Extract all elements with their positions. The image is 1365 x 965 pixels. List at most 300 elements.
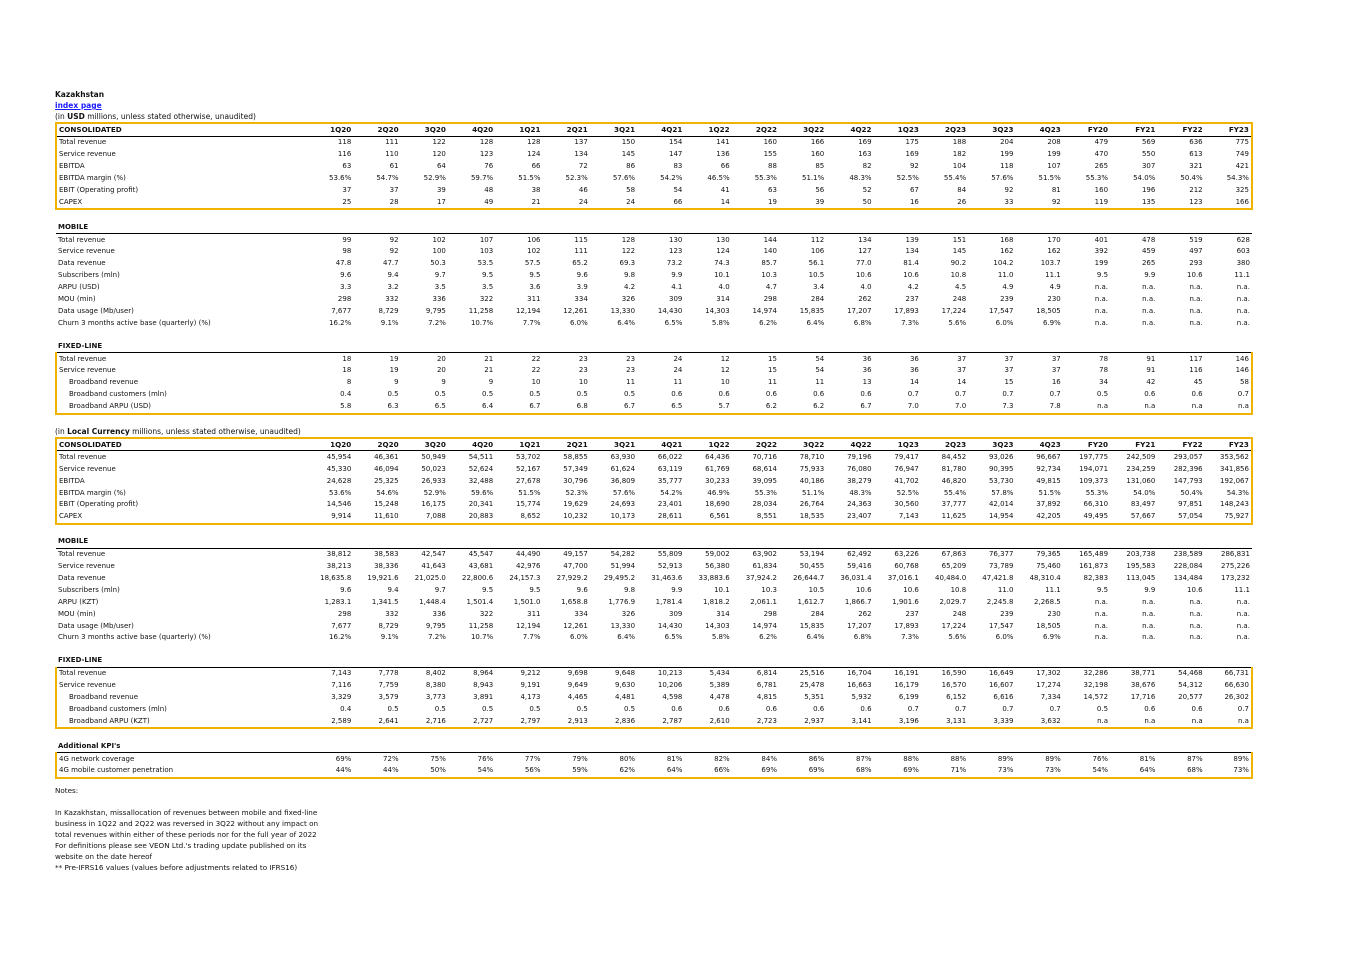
cell-value: 73% [968, 765, 1015, 778]
cell-value: 83,497 [1130, 500, 1156, 509]
cell-value [921, 740, 968, 752]
table-row [56, 475, 1252, 487]
spacer-row [56, 524, 1252, 536]
cell-value: 12,194 [515, 621, 541, 630]
cell-value [732, 340, 779, 352]
cell-value: 9,649 [567, 681, 588, 690]
cell-value: 9,795 [425, 306, 446, 315]
cell-value: 603 [1236, 247, 1250, 256]
row-label: Broadband ARPU (USD) [56, 401, 306, 414]
cell-value: n.a. [1142, 597, 1156, 606]
cell-value: 110 [385, 150, 399, 159]
cell-value: 7,677 [331, 306, 352, 315]
cell-value: 6,814 [756, 669, 777, 678]
spacer-cell [56, 209, 1252, 221]
cell-value: 52.9% [423, 174, 446, 182]
cell-value: 9.6 [576, 585, 588, 594]
section-mobile-header [56, 221, 1252, 233]
cell-value: 8,652 [495, 511, 542, 524]
cell-value: 11.0 [997, 585, 1014, 594]
cell-value [1015, 536, 1062, 548]
cell-value: 72% [383, 754, 399, 763]
cell-value: 28 [353, 196, 400, 209]
cell-value: 56% [495, 765, 542, 778]
cell-value: n.a. [1094, 283, 1109, 292]
cell-value: 50,455 [799, 562, 825, 571]
cell-value: 1,501.0 [513, 597, 541, 606]
cell-value: 5.6% [948, 318, 967, 327]
cell-value: 10 [578, 378, 588, 387]
cell-value [779, 221, 826, 233]
cell-value [306, 221, 353, 233]
cell-value: 293,057 [1173, 452, 1203, 461]
cell-value: 0.6 [860, 704, 872, 713]
row-label: Broadband customers (mln) [56, 389, 306, 401]
cell-value: 199 [1094, 259, 1109, 268]
cell-value: 4Q20 [448, 123, 495, 136]
cell-value: FY21 [1110, 123, 1157, 136]
section-fixed-header [56, 655, 1252, 667]
cell-value [590, 340, 637, 352]
cell-value: 6,152 [946, 692, 967, 701]
table-row [56, 608, 1252, 620]
row-label: Service revenue [58, 247, 115, 256]
cell-value: 11.1 [1045, 271, 1061, 280]
cell-value: 6.2 [732, 401, 779, 414]
cell-value: 9,698 [567, 669, 588, 678]
cell-value: 421 [1205, 161, 1252, 173]
cell-value: 2,716 [401, 715, 448, 728]
cell-value: 124 [527, 150, 541, 159]
note-line: total revenues within either of these periods nor for the full year of 2022 [55, 830, 317, 839]
cell-value: 4Q21 [637, 123, 684, 136]
table-row [56, 703, 1252, 715]
cell-value: 33 [968, 196, 1015, 209]
cell-value [684, 655, 731, 667]
cell-value: 11,258 [468, 621, 494, 630]
cell-value: 80% [619, 754, 636, 763]
cell-value: 4,481 [615, 692, 636, 701]
cell-value: n.a. [1142, 633, 1156, 642]
cell-value: 32,198 [1083, 681, 1109, 690]
table-row [56, 196, 1252, 209]
cell-value: 165,489 [1079, 550, 1109, 559]
cell-value: 44,490 [515, 550, 541, 559]
cell-value [1205, 740, 1252, 752]
cell-value [590, 536, 637, 548]
cell-value [1157, 740, 1204, 752]
cell-value: 84% [761, 754, 777, 763]
cell-value: 59% [542, 765, 589, 778]
cell-value: 8 [346, 378, 352, 387]
cell-value: 1,283.1 [324, 597, 352, 606]
cell-value: 3.9 [576, 283, 588, 292]
cell-value: 53,194 [799, 550, 825, 559]
cell-value: 58 [626, 185, 636, 194]
cell-value: 10.8 [950, 271, 967, 280]
cell-value: 88 [768, 162, 777, 171]
cell-value: 18,505 [1036, 621, 1061, 630]
cell-value: 97,851 [1178, 500, 1203, 509]
cell-value: 208 [1047, 138, 1061, 147]
row-label: Churn 3 months active base (quarterly) (%) [58, 633, 211, 642]
cell-value: 24,628 [326, 476, 352, 485]
cell-value: 9 [441, 378, 446, 387]
cell-value [306, 536, 353, 548]
cell-value: 63,930 [610, 452, 636, 461]
cell-value [1015, 221, 1062, 233]
cell-value: 71% [921, 765, 968, 778]
cell-value: n.a. [1236, 609, 1250, 618]
cell-value: 0.7 [907, 704, 919, 713]
cell-value: 30,233 [705, 476, 730, 485]
cell-value: 248 [952, 295, 967, 304]
cell-value: 8,943 [473, 681, 494, 690]
cell-value: 2,641 [353, 715, 400, 728]
cell-value: n.a. [1142, 283, 1156, 292]
section-header: Additional KPI's [56, 740, 306, 752]
spacer-cell [56, 524, 1252, 536]
kazakhstan-sheet [55, 89, 1251, 779]
cell-value: 7.7% [522, 318, 541, 327]
cell-value: 92 [1004, 185, 1014, 194]
row-label: Service revenue [58, 562, 115, 571]
cell-value: 10.7% [470, 318, 494, 327]
table-row [56, 463, 1252, 475]
cell-value [684, 221, 731, 233]
cell-value: 18,505 [1036, 306, 1061, 315]
cell-value [1157, 655, 1204, 667]
cell-value: n.a. [1142, 306, 1156, 315]
cell-value: 54.2% [660, 174, 683, 182]
section-header: CONSOLIDATED [56, 123, 306, 136]
cell-value: 10 [720, 378, 730, 387]
table-row [56, 246, 1252, 258]
cell-value: 45 [1193, 378, 1203, 387]
cell-value: 37 [1004, 366, 1014, 375]
cell-value: 1,866.7 [844, 597, 872, 606]
cell-value: n.a. [1094, 633, 1109, 642]
cell-value: 78 [1099, 354, 1109, 363]
cell-value: 16,704 [847, 669, 872, 678]
cell-value: 0.7 [955, 704, 967, 713]
cell-value: n.a. [1236, 283, 1250, 292]
row-label: EBITDA [56, 161, 306, 173]
cell-value: 99 [342, 235, 352, 244]
cell-value: 100 [432, 247, 446, 256]
section-header: MOBILE [56, 536, 306, 548]
table-row [56, 365, 1252, 377]
cell-value: 3.2 [387, 283, 399, 292]
cell-value: 128 [621, 235, 636, 244]
row-label: EBITDA [56, 475, 306, 487]
cell-value: 1Q23 [874, 438, 921, 451]
cell-value: FY22 [1157, 123, 1204, 136]
cell-value: 54.7% [376, 174, 399, 182]
cell-value: 38,771 [1130, 669, 1156, 678]
cell-value: n.a [1063, 401, 1110, 414]
cell-value: 293 [1189, 259, 1203, 268]
cell-value: 3,141 [826, 715, 873, 728]
cell-value: 322 [479, 609, 494, 618]
cell-value: 6.5% [664, 318, 683, 327]
cell-value: 111 [574, 247, 588, 256]
cell-value: 24 [673, 354, 683, 363]
cell-value [637, 740, 684, 752]
row-label: EBITDA margin (%) [56, 173, 306, 185]
spacer-row [56, 329, 1252, 340]
cell-value: 77.0 [855, 259, 872, 268]
cell-value: n.a [1157, 401, 1204, 414]
cell-value: 12 [720, 354, 730, 363]
cell-value [1205, 221, 1252, 233]
cell-value: 307 [1141, 162, 1156, 171]
cell-value: 10.6 [903, 585, 919, 594]
cell-value: 154 [669, 138, 683, 147]
cell-value: 76 [484, 162, 494, 171]
cell-value: 5,932 [851, 692, 872, 701]
cell-value: 23,407 [826, 511, 873, 524]
row-label: Subscribers (mln) [58, 271, 120, 280]
row-label: EBITDA margin (%) [56, 487, 306, 499]
cell-value: 1Q22 [684, 123, 731, 136]
cell-value: 56 [815, 185, 825, 194]
cell-value: 4Q20 [448, 438, 495, 451]
cell-value: 148,243 [1205, 499, 1252, 511]
cell-value: 1,818.2 [702, 597, 730, 606]
cell-value: 23 [626, 366, 636, 375]
cell-value: 0.6 [813, 704, 825, 713]
cell-value [1110, 221, 1157, 233]
cell-value: 275,226 [1220, 562, 1250, 571]
table-row [56, 234, 1252, 246]
cell-value: 0.6 [765, 390, 777, 399]
cell-value: 42,976 [515, 562, 541, 571]
cell-value: 69% [732, 765, 779, 778]
cell-value: 4.7 [765, 283, 777, 292]
cell-value: 380 [1236, 259, 1250, 268]
cell-value: 22 [531, 354, 541, 363]
cell-value: 11,258 [468, 306, 494, 315]
cell-value: 0.5 [482, 390, 494, 399]
section-header: FIXED-LINE [56, 655, 306, 667]
table-row [56, 753, 1252, 765]
cell-value: 38,279 [847, 476, 872, 485]
cell-value: 238,589 [1173, 550, 1203, 559]
cell-value [401, 536, 448, 548]
cell-value: 17,547 [988, 621, 1014, 630]
spacer-row [56, 209, 1252, 221]
cell-value: 326 [621, 295, 636, 304]
cell-value [542, 740, 589, 752]
cell-value: 37 [957, 354, 967, 363]
cell-value: 51,994 [610, 562, 636, 571]
cell-value: 0.7 [907, 390, 919, 399]
cell-value: 69% [779, 765, 826, 778]
cell-value: 40,484.0 [934, 573, 967, 582]
cell-value: 237 [905, 609, 919, 618]
cell-value: n.a. [1236, 633, 1250, 642]
cell-value: 16,191 [894, 669, 919, 678]
cell-value: 9.9 [1144, 271, 1156, 280]
cell-value: 102 [432, 235, 446, 244]
cell-value: n.a. [1094, 597, 1109, 606]
cell-value: 6.7 [590, 401, 637, 414]
cell-value: 73% [1205, 765, 1252, 778]
cell-value: 169 [858, 138, 872, 147]
cell-value: 86 [626, 162, 636, 171]
cell-value: 88% [903, 754, 919, 763]
cell-value: 29,495.2 [603, 573, 636, 582]
row-label: Total revenue [56, 667, 306, 679]
row-label: Churn 3 months active base (quarterly) (%) [58, 318, 211, 327]
cell-value: 7,116 [331, 681, 352, 690]
cell-value: 47.8 [335, 259, 352, 268]
cell-value: 248 [952, 609, 967, 618]
cell-value: 65,209 [941, 562, 967, 571]
cell-value: 75,927 [1205, 511, 1252, 524]
cell-value: 3Q20 [401, 123, 448, 136]
cell-value: 9.7 [434, 271, 446, 280]
cell-value: 16,607 [988, 681, 1014, 690]
note-line: Notes: [55, 786, 79, 795]
cell-value: 11,610 [353, 511, 400, 524]
cell-value: 63,226 [894, 550, 919, 559]
cell-value: 311 [527, 295, 541, 304]
cell-value: 0.5 [434, 390, 446, 399]
cell-value [542, 221, 589, 233]
table-row [56, 401, 1252, 414]
cell-value: 69% [874, 765, 921, 778]
cell-value: 332 [385, 609, 399, 618]
cell-value: 46,820 [941, 476, 967, 485]
cell-value: 54 [815, 354, 825, 363]
cell-value [779, 740, 826, 752]
cell-value: 0.5 [529, 390, 541, 399]
cell-value [637, 340, 684, 352]
cell-value: 72 [578, 162, 588, 171]
cell-value: 123 [1157, 196, 1204, 209]
cell-value: 10.5 [808, 271, 825, 280]
cell-value: 6.8% [853, 318, 872, 327]
cell-value: 196 [1141, 185, 1156, 194]
row-label: Broadband customers (mln) [56, 703, 306, 715]
local-currency-caption: (in Local Currency millions, unless stated otherwise, unaudited) [55, 426, 301, 436]
cell-value: 341,856 [1205, 463, 1252, 475]
note-line [55, 796, 318, 807]
cell-value: 81.4 [903, 259, 919, 268]
cell-value: 47.7 [383, 259, 399, 268]
index-page-link[interactable]: index page [55, 101, 102, 110]
cell-value: 54% [1063, 765, 1110, 778]
cell-value: 1Q20 [306, 123, 353, 136]
cell-value: 5.7 [684, 401, 731, 414]
cell-value: 70,716 [752, 452, 777, 461]
cell-value: 19 [389, 354, 399, 363]
cell-value: n.a. [1189, 283, 1203, 292]
cell-value: 53.6% [329, 488, 352, 497]
cell-value: 28,611 [637, 511, 684, 524]
cell-value: 0.7 [1205, 389, 1252, 401]
cell-value: 3,891 [473, 692, 494, 701]
cell-value: 3,773 [425, 692, 446, 701]
cell-value: 282,396 [1173, 464, 1203, 473]
cell-value: 137 [574, 138, 588, 147]
table-row [56, 692, 1252, 704]
cell-value: 0.5 [387, 390, 399, 399]
cell-value: 11.1 [1234, 585, 1250, 594]
cell-value: 166 [810, 138, 825, 147]
cell-value: 3.3 [340, 283, 352, 292]
cell-value: 38,583 [374, 550, 399, 559]
cell-value: 34 [1099, 378, 1109, 387]
cell-value: 51.1% [802, 174, 825, 182]
cell-value: 18,635.8 [320, 573, 352, 582]
cell-value: 11.0 [997, 271, 1014, 280]
cell-value: 26,933 [421, 476, 446, 485]
cell-value: 22,800.6 [462, 573, 494, 582]
cell-value: 242,509 [1126, 452, 1156, 461]
cell-value: 9,795 [425, 621, 446, 630]
cell-value: 54,511 [468, 452, 494, 461]
section-header: FIXED-LINE [56, 340, 306, 352]
cell-value: 25,325 [374, 476, 399, 485]
cell-value: 42,547 [421, 550, 446, 559]
cell-value: 4.1 [671, 283, 683, 292]
cell-value: 13,330 [610, 621, 636, 630]
cell-value: 10.6 [1187, 585, 1203, 594]
cell-value: 6.2% [759, 318, 777, 327]
header-row [56, 123, 1252, 136]
row-label: Subscribers (mln) [58, 585, 120, 594]
cell-value: 470 [1094, 150, 1109, 159]
table-row [56, 305, 1252, 317]
cell-value [826, 655, 873, 667]
cell-value: 0.6 [1144, 390, 1156, 399]
cell-value: FY23 [1205, 123, 1252, 136]
cell-value: 3Q20 [401, 438, 448, 451]
cell-value: 104 [952, 162, 967, 171]
cell-value: 392 [1094, 247, 1109, 256]
spacer-row [56, 644, 1252, 655]
cell-value: 10.3 [761, 585, 777, 594]
cell-value: 1,781.4 [655, 597, 683, 606]
row-label: Total revenue [58, 550, 106, 559]
cell-value [732, 655, 779, 667]
cell-value: 8,551 [732, 511, 779, 524]
cell-value: 48 [484, 185, 494, 194]
cell-value: 170 [1047, 235, 1061, 244]
cell-value: 24 [590, 196, 637, 209]
cell-value: 46,094 [374, 464, 399, 473]
cell-value: 15,774 [515, 500, 541, 509]
cell-value: 37 [1051, 354, 1061, 363]
cell-value: 26,644.7 [793, 573, 825, 582]
cell-value: 9.7 [434, 585, 446, 594]
cell-value: 82 [862, 162, 872, 171]
cell-value: 4,173 [520, 692, 541, 701]
cell-value: 67 [909, 185, 919, 194]
cell-value: 113,045 [1126, 573, 1156, 582]
cell-value: 21,025.0 [414, 573, 446, 582]
cell-value: n.a. [1142, 609, 1156, 618]
cell-value: 57.5 [524, 259, 541, 268]
cell-value: 0.7 [1002, 390, 1014, 399]
cell-value: 82,383 [1083, 573, 1109, 582]
cell-value: 52 [862, 185, 872, 194]
cell-value: 15 [1004, 378, 1014, 387]
cell-value: 6.2 [779, 401, 826, 414]
